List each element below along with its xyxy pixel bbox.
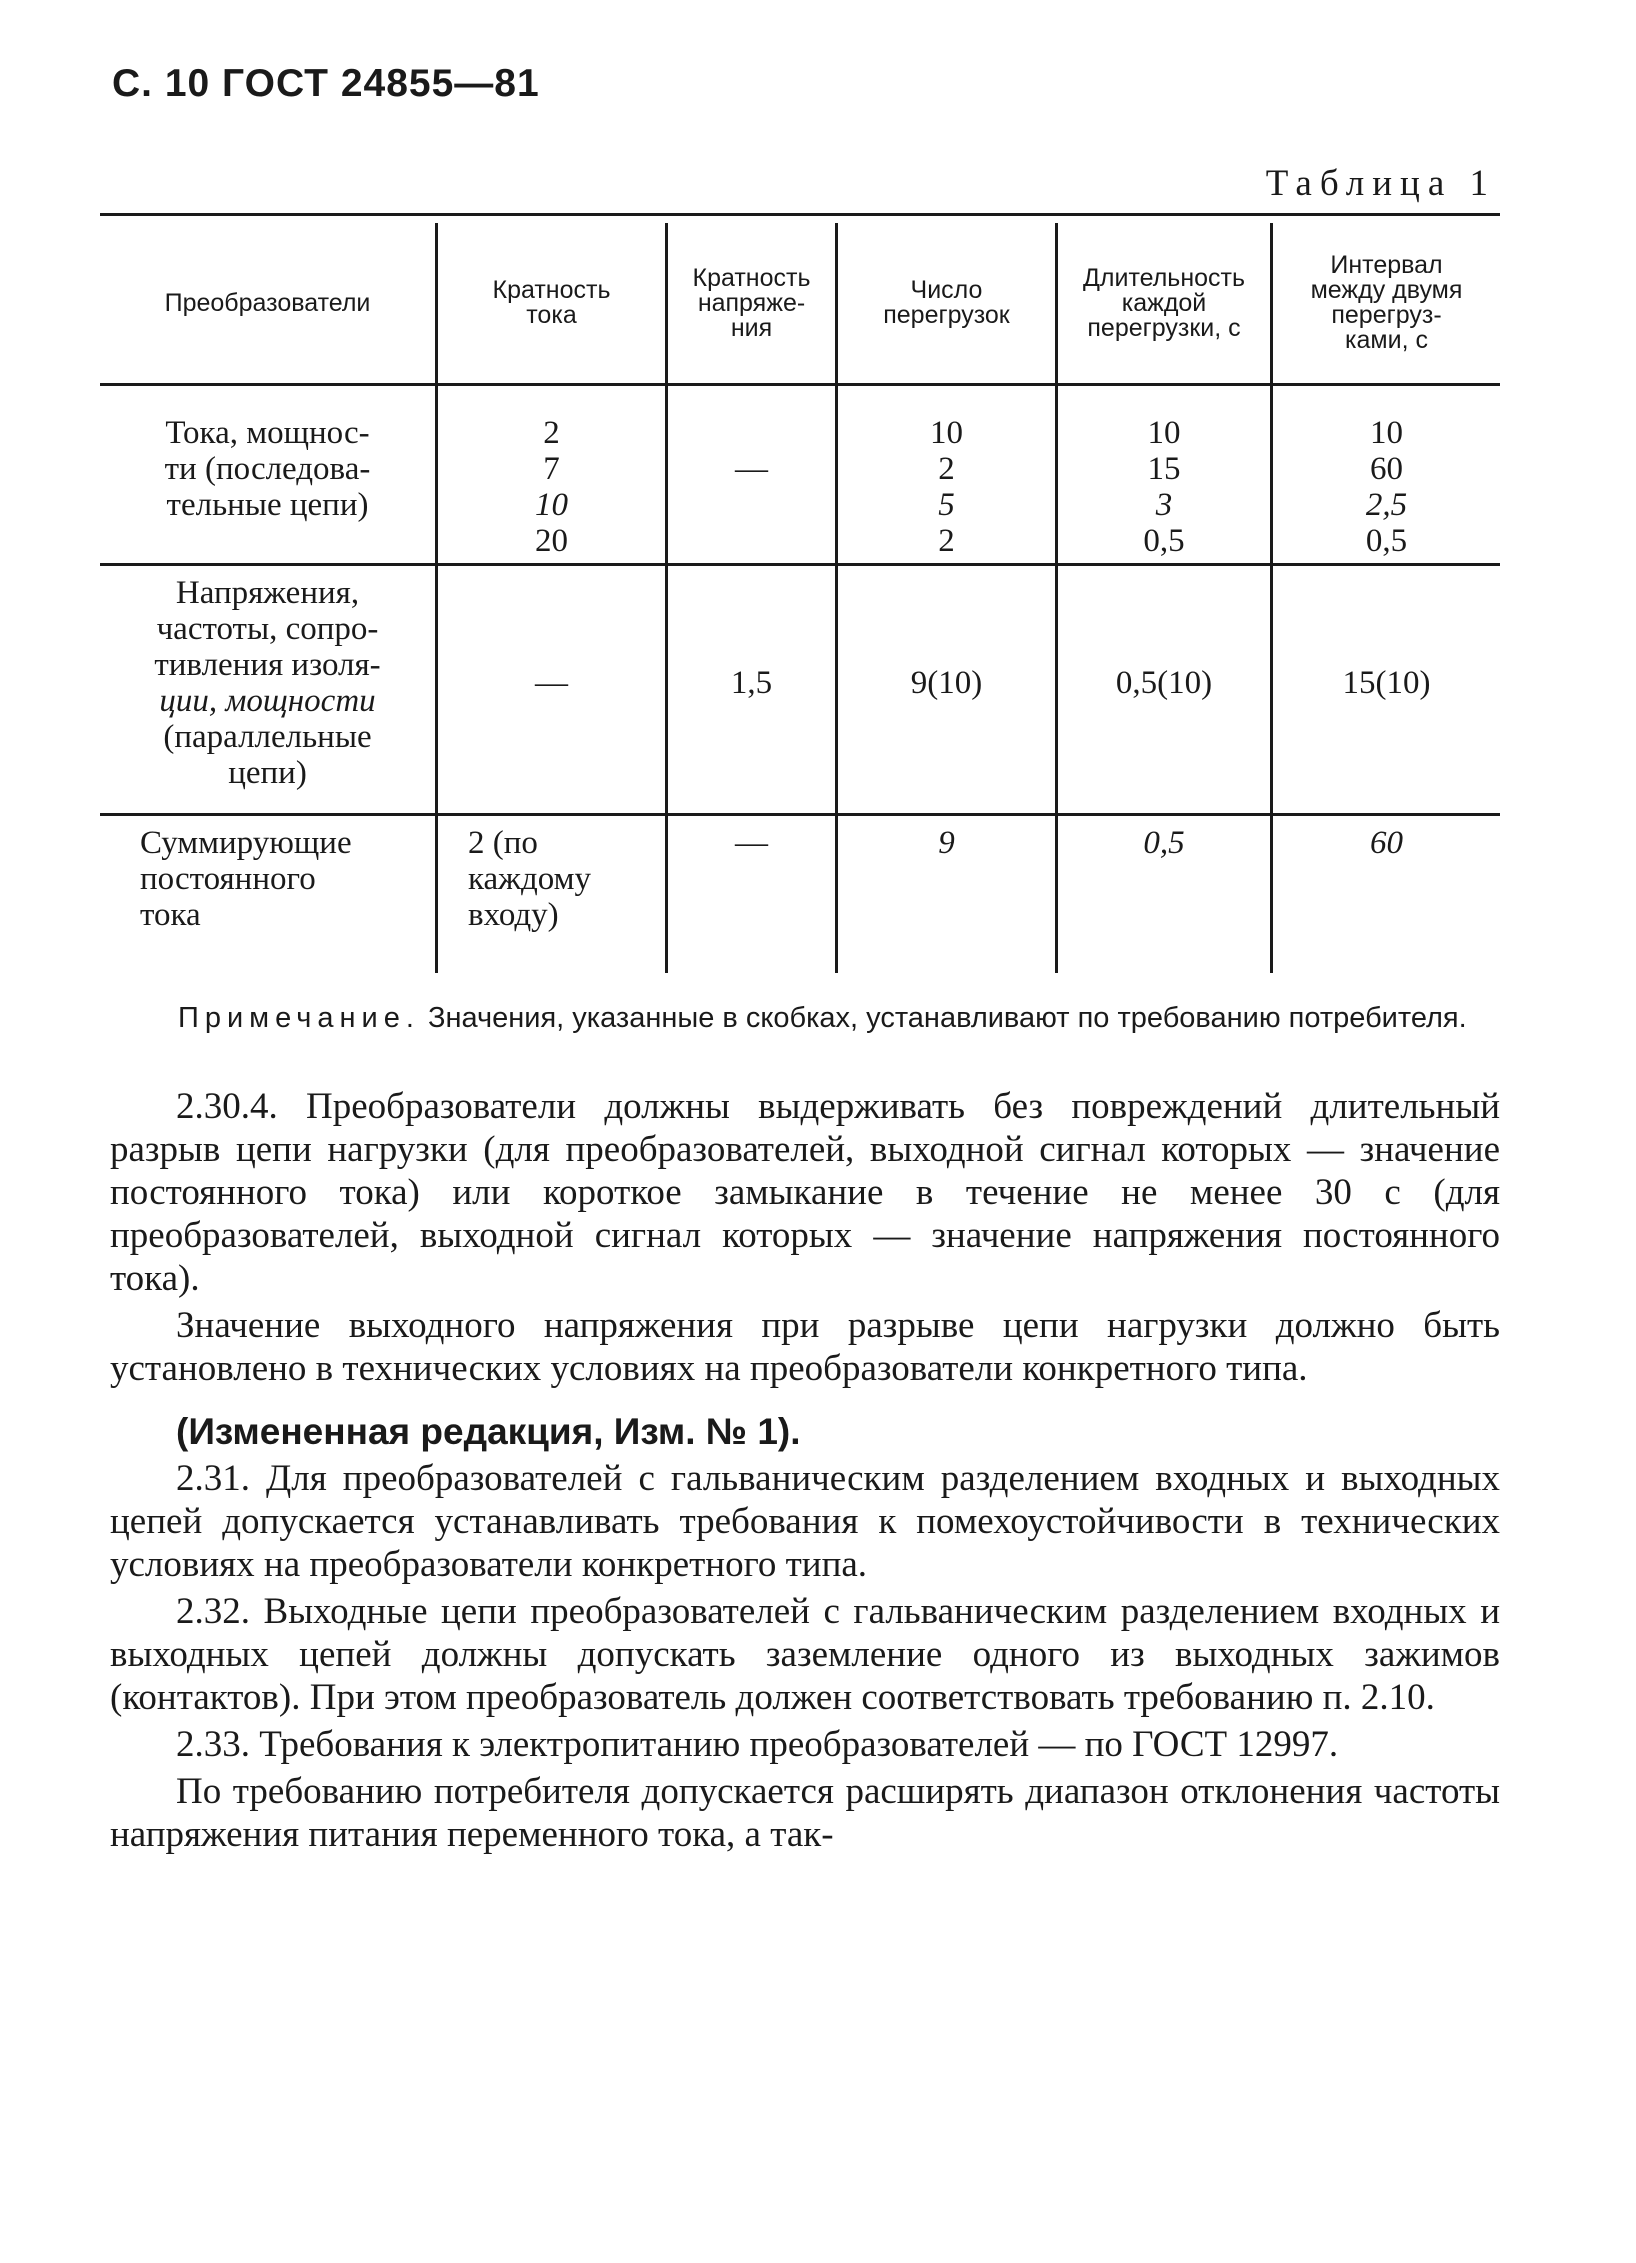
table-row-3-interval: 60 [1370, 825, 1403, 861]
paragraph-2-31: 2.31. Для преобразователей с гальваническим разделением входных и выходных цепей допускается устанавливать требования к помехоустойчивости в технических условиях на преобразователи конкретного типа. [110, 1458, 1500, 1585]
table-note [178, 1000, 1496, 1036]
table-row-1-count: 10 2 5 2 [930, 415, 963, 559]
table-row-2-voltage: 1,5 [730, 665, 773, 701]
paragraph-2-33: 2.33. Требования к электропитанию преобразователей — по ГОСТ 12997. [176, 1724, 1339, 1765]
header-interval: Интервал между двумя перегруз- ками, с [1310, 251, 1463, 354]
paragraph-output-voltage: Значение выходного напряжения при разрыве цепи нагрузки должно быть установлено в технических условиях на преобразователи конкретного типа. [110, 1305, 1500, 1389]
table-row-3-duration: 0,5 [1143, 825, 1185, 861]
table-row-3-voltage: — [735, 825, 768, 861]
header-converters: Преобразователи [164, 288, 371, 317]
table-row-3-name: Суммирующие постоянного тока [140, 825, 352, 933]
row-divider [100, 563, 1500, 566]
note-label: Примечание. [178, 1002, 420, 1034]
table-row-2-interval: 15(10) [1342, 665, 1431, 701]
table-row-3-count: 9 [938, 825, 955, 861]
table-row-2-current: — [535, 665, 568, 701]
table-top-rule [100, 213, 1500, 216]
note-text: Значения, указанные в скобках, устанавливают по требованию потребителя. [427, 1002, 1467, 1034]
paragraph-2-30-4: 2.30.4. Преобразователи должны выдерживать без повреждений длительный разрыв цепи нагрузки (для преобразователей, выходной сигнал которых — значение постоянного тока) или короткое замыкание в течение не менее 30 с (для преобразователей, выходной сигнал которых — значение напряжения постоянного тока). [110, 1086, 1500, 1299]
header-overload-count: Число перегрузок [883, 276, 1010, 329]
table-row-1-voltage: — [735, 451, 768, 487]
paragraph-consumer-request: По требованию потребителя допускается расширять диапазон отклонения частоты напряжения питания переменного тока, а так- [110, 1771, 1500, 1855]
body-text [110, 1085, 1500, 1856]
table-row-1-name: Тока, мощнос- ти (последова- тельные цепи) [164, 415, 371, 523]
table-row-2-count: 9(10) [910, 665, 983, 701]
header-voltage-multiplicity: Кратность напряже- ния [692, 263, 811, 342]
table-row-2-duration: 0,5(10) [1115, 665, 1213, 701]
paragraph-2-32: 2.32. Выходные цепи преобразователей с гальваническим разделением входных и выходных цепей должны допускать заземление одного из выходных зажимов (контактов). При этом преобразователь должен соответствовать требованию п. 2.10. [110, 1591, 1500, 1718]
table-header-rule [100, 383, 1500, 386]
page-header: С. 10 ГОСТ 24855—81 [112, 62, 540, 105]
table-caption: Таблица 1 [1265, 163, 1496, 204]
table-row-1-duration: 10 15 3 0,5 [1143, 415, 1185, 559]
amended-edition: (Измененная редакция, Изм. № 1). [176, 1411, 801, 1452]
header-overload-duration: Длительность каждой перегрузки, с [1082, 263, 1246, 342]
header-current-multiplicity: Кратность тока [492, 276, 611, 329]
row-divider [100, 813, 1500, 816]
table-row-1-current: 2 7 10 20 [535, 415, 568, 559]
table-row-3-current: 2 (по каждому входу) [468, 825, 592, 933]
table-row-2-name: Напряжения, частоты, сопро- тивления изоля- ции, мощности (параллельные цепи) [154, 575, 381, 791]
overload-table [100, 213, 1500, 973]
table-row-1-interval: 10 60 2,5 0,5 [1365, 415, 1408, 559]
